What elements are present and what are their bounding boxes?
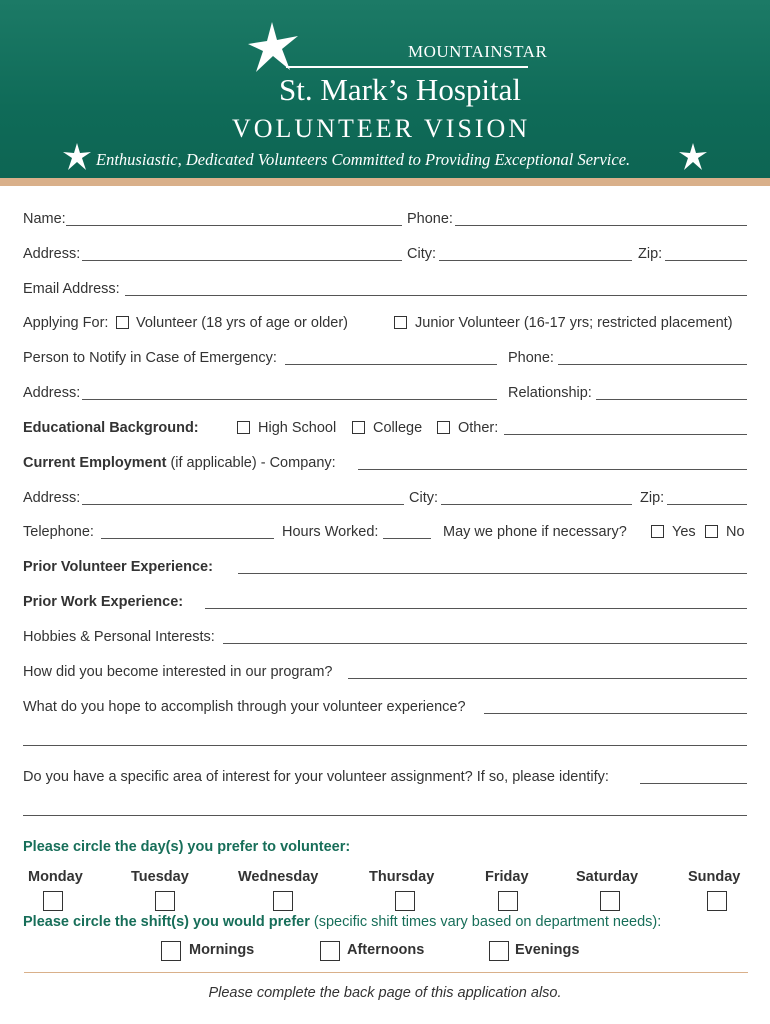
city-label: City: — [407, 246, 436, 262]
left-star-icon — [62, 142, 92, 172]
hospital-name: St. Mark’s Hospital — [279, 72, 521, 107]
emergency-address-label: Address: — [23, 385, 81, 401]
row-education — [0, 418, 770, 444]
no-label: No — [726, 524, 745, 540]
day-sunday: Sunday — [688, 869, 741, 885]
row-shifts-prompt — [0, 912, 770, 938]
footer-divider — [24, 972, 748, 973]
hope-accomplish-field[interactable] — [484, 713, 747, 714]
days-prompt: Please circle the day(s) you prefer to volunteer: — [23, 839, 351, 855]
other-field[interactable] — [504, 434, 747, 435]
company-field[interactable] — [358, 469, 747, 470]
may-phone-label: May we phone if necessary? — [443, 524, 627, 540]
row-area-interest — [0, 767, 770, 793]
email-field[interactable] — [125, 295, 747, 296]
row-hope-accomplish — [0, 697, 770, 723]
area-interest-label: Do you have a specific area of interest for your volunteer assignment? If so, please identify: — [23, 769, 609, 785]
afternoons-box[interactable] — [320, 941, 340, 961]
shift-mornings: Mornings — [189, 942, 255, 958]
evenings-box[interactable] — [489, 941, 509, 961]
junior-volunteer-checkbox[interactable] — [394, 316, 407, 329]
name-field[interactable] — [66, 225, 402, 226]
employer-city-label: City: — [409, 490, 438, 506]
hobbies-label: Hobbies & Personal Interests: — [23, 629, 215, 645]
prior-volunteer-label: Prior Volunteer Experience: — [23, 559, 213, 575]
days-row — [0, 869, 770, 915]
hope-accomplish-label: What do you hope to accomplish through your volunteer experience? — [23, 699, 466, 715]
hope-accomplish-extra-line[interactable] — [23, 745, 747, 746]
header-accent-band — [0, 178, 770, 186]
how-interested-field[interactable] — [348, 678, 747, 679]
row-employment — [0, 453, 770, 479]
address-field[interactable] — [82, 260, 402, 261]
emergency-phone-field[interactable] — [558, 364, 747, 365]
shift-afternoons: Afternoons — [347, 942, 425, 958]
brand-underline — [286, 66, 528, 68]
telephone-field[interactable] — [101, 538, 274, 539]
zip-label: Zip: — [638, 246, 663, 262]
saturday-box[interactable] — [600, 891, 620, 911]
shift-evenings: Evenings — [515, 942, 580, 958]
relationship-field[interactable] — [596, 399, 747, 400]
day-monday: Monday — [28, 869, 83, 885]
prior-volunteer-field[interactable] — [238, 573, 747, 574]
mornings-box[interactable] — [161, 941, 181, 961]
high-school-checkbox[interactable] — [237, 421, 250, 434]
other-label: Other: — [458, 420, 499, 436]
address-label: Address: — [23, 246, 81, 262]
row-how-interested — [0, 662, 770, 688]
friday-box[interactable] — [498, 891, 518, 911]
education-label: Educational Background: — [23, 420, 199, 436]
phone-label: Phone: — [407, 211, 453, 227]
no-checkbox[interactable] — [705, 525, 718, 538]
high-school-label: High School — [258, 420, 337, 436]
prior-work-field[interactable] — [205, 608, 747, 609]
row-prior-work — [0, 592, 770, 618]
row-days-prompt — [0, 837, 770, 863]
college-checkbox[interactable] — [352, 421, 365, 434]
emergency-contact-label: Person to Notify in Case of Emergency: — [23, 350, 277, 366]
day-friday: Friday — [485, 869, 529, 885]
row-telephone — [0, 522, 770, 548]
row-hobbies — [0, 627, 770, 653]
city-field[interactable] — [439, 260, 632, 261]
email-label: Email Address: — [23, 281, 120, 297]
volunteer-checkbox[interactable] — [116, 316, 129, 329]
other-checkbox[interactable] — [437, 421, 450, 434]
right-star-icon — [678, 142, 708, 172]
day-thursday: Thursday — [369, 869, 435, 885]
area-interest-field[interactable] — [640, 783, 747, 784]
junior-option-label: Junior Volunteer (16-17 yrs; restricted placement) — [415, 315, 733, 331]
header-banner — [0, 0, 770, 178]
telephone-label: Telephone: — [23, 524, 94, 540]
day-tuesday: Tuesday — [131, 869, 189, 885]
row-name-phone — [0, 209, 770, 235]
shifts-prompt: Please circle the shift(s) you would prefer (specific shift times vary based on department needs): — [23, 914, 662, 930]
brand-name: MOUNTAINSTAR — [408, 42, 548, 61]
phone-field[interactable] — [455, 225, 747, 226]
yes-label: Yes — [672, 524, 696, 540]
emergency-contact-field[interactable] — [285, 364, 497, 365]
day-wednesday: Wednesday — [238, 869, 319, 885]
employer-address-field[interactable] — [82, 504, 404, 505]
hours-worked-field[interactable] — [383, 538, 431, 539]
zip-field[interactable] — [665, 260, 747, 261]
monday-box[interactable] — [43, 891, 63, 911]
thursday-box[interactable] — [395, 891, 415, 911]
name-label: Name: — [23, 211, 66, 227]
emergency-address-field[interactable] — [82, 399, 497, 400]
volunteer-option-label: Volunteer (18 yrs of age or older) — [136, 315, 348, 331]
footer-note: Please complete the back page of this application also. — [208, 985, 562, 1001]
shifts-row — [0, 941, 770, 967]
row-employer-address — [0, 488, 770, 514]
sunday-box[interactable] — [707, 891, 727, 911]
applying-for-label: Applying For: — [23, 315, 109, 331]
program-title: VOLUNTEER VISION — [232, 114, 531, 143]
hours-worked-label: Hours Worked: — [282, 524, 379, 540]
row-email — [0, 279, 770, 305]
prior-work-label: Prior Work Experience: — [23, 594, 184, 610]
tagline: Enthusiastic, Dedicated Volunteers Committed to Providing Exceptional Service. — [96, 150, 631, 169]
yes-checkbox[interactable] — [651, 525, 664, 538]
row-emergency-address — [0, 383, 770, 409]
relationship-label: Relationship: — [508, 385, 592, 401]
emergency-phone-label: Phone: — [508, 350, 554, 366]
row-emergency — [0, 348, 770, 374]
employment-label: Current Employment (if applicable) - Company: — [23, 455, 336, 471]
hobbies-field[interactable] — [223, 643, 747, 644]
employer-zip-field[interactable] — [667, 504, 747, 505]
wednesday-box[interactable] — [273, 891, 293, 911]
day-saturday: Saturday — [576, 869, 639, 885]
employer-city-field[interactable] — [441, 504, 632, 505]
employer-address-label: Address: — [23, 490, 81, 506]
how-interested-label: How did you become interested in our program? — [23, 664, 333, 680]
tuesday-box[interactable] — [155, 891, 175, 911]
row-address — [0, 244, 770, 270]
row-applying-for — [0, 313, 770, 339]
college-label: College — [373, 420, 423, 436]
row-prior-volunteer — [0, 557, 770, 583]
employer-zip-label: Zip: — [640, 490, 665, 506]
area-interest-extra-line[interactable] — [23, 815, 747, 816]
